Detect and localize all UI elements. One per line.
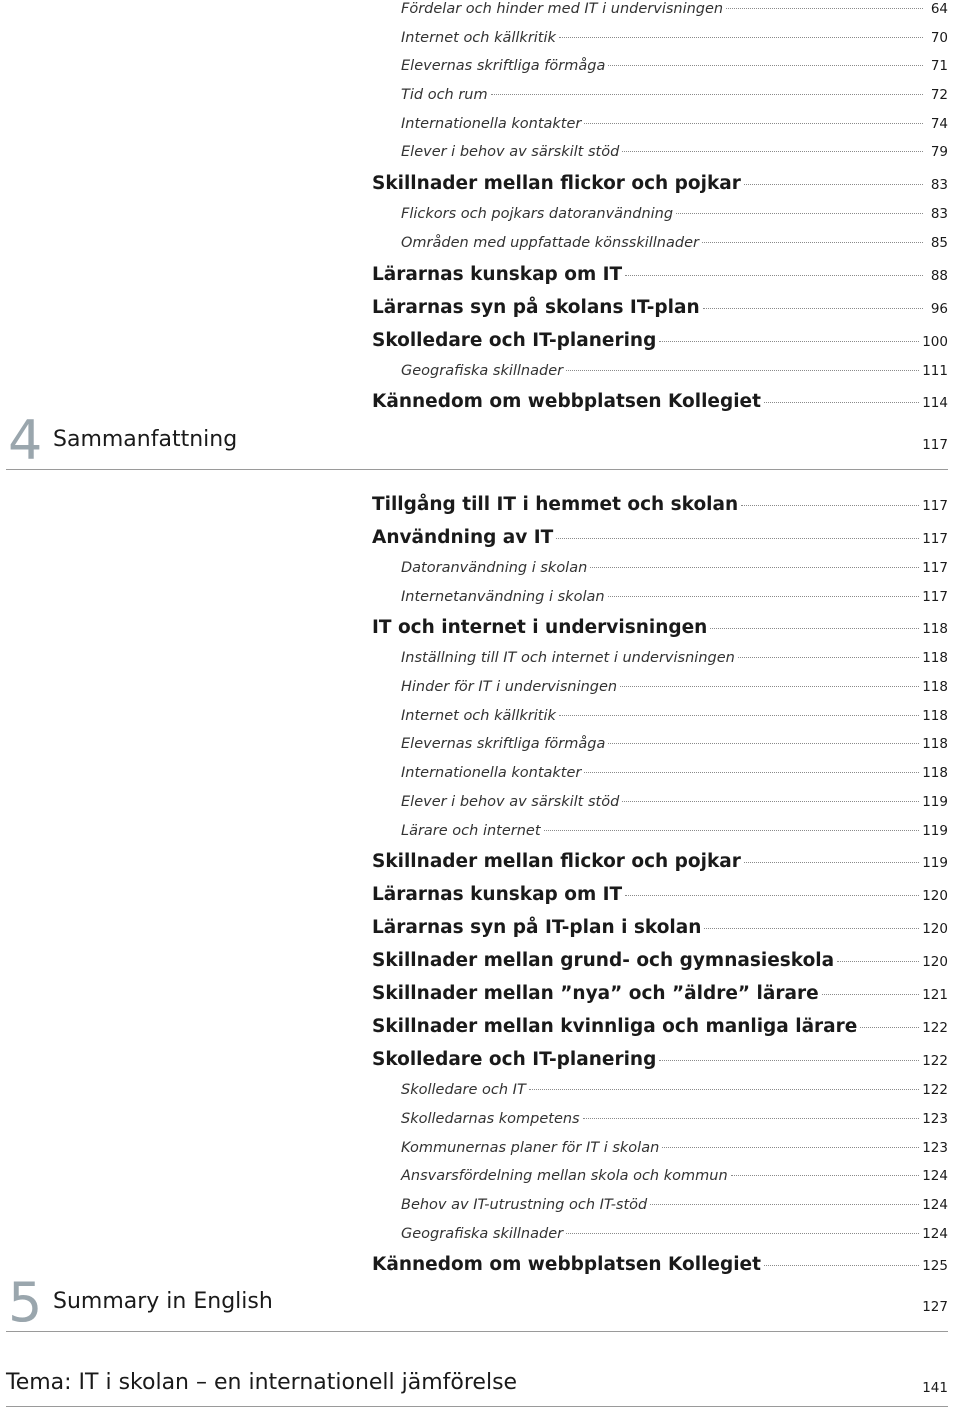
toc-entry-subsection[interactable] xyxy=(372,554,948,583)
toc-entry-title: Skillnader mellan flickor och pojkar xyxy=(372,173,741,195)
dot-leader xyxy=(608,743,919,744)
toc-entry-title: Skillnader mellan kvinnliga och manliga lärare xyxy=(372,1016,858,1038)
dot-leader xyxy=(625,275,923,276)
toc-entry-subsection[interactable] xyxy=(372,357,948,386)
toc-entry-section[interactable] xyxy=(372,291,948,324)
theme-title: Tema: IT i skolan – en internationell jämförelse xyxy=(6,1370,518,1395)
dot-leader xyxy=(625,895,919,896)
toc-entry-title: Flickors och pojkars datoranvändning xyxy=(401,206,674,223)
toc-entry-title: Inställning till IT och internet i undervisningen xyxy=(401,650,735,667)
toc-entry-title: Skolledare och IT-planering xyxy=(372,329,657,351)
dot-leader xyxy=(659,1060,919,1061)
toc-entry-section[interactable] xyxy=(372,611,948,644)
dot-leader xyxy=(710,628,919,629)
toc-entry-subsection[interactable] xyxy=(372,730,948,759)
toc-entry-title: Datoranvändning i skolan xyxy=(401,560,588,576)
toc-entry-page-number: 88 xyxy=(930,267,948,284)
toc-entry-section[interactable] xyxy=(372,521,948,554)
toc-entry-subsection[interactable] xyxy=(372,52,948,81)
toc-entry-title: Kommunernas planer för IT i skolan xyxy=(401,1139,660,1156)
toc-entry-page-number: 118 xyxy=(922,707,948,724)
toc-entry-subsection[interactable] xyxy=(372,702,948,731)
toc-entry-page-number: 74 xyxy=(930,115,948,132)
toc-entry-page-number: 70 xyxy=(930,29,948,46)
toc-entry-page-number: 117 xyxy=(922,560,948,576)
toc-entry-title: Användning av IT xyxy=(372,527,554,548)
dot-leader xyxy=(860,1027,919,1028)
dot-leader xyxy=(837,961,919,962)
toc-entry-page-number: 118 xyxy=(922,621,948,638)
toc-section-chapter-4 xyxy=(372,488,948,1281)
toc-entry-page-number: 119 xyxy=(922,822,948,839)
dot-leader xyxy=(744,862,919,863)
toc-entry-title: Geografiska skillnader xyxy=(401,362,564,379)
toc-entry-title: Elever i behov av särskilt stöd xyxy=(401,793,620,810)
toc-entry-page-number: 83 xyxy=(930,177,948,194)
toc-entry-title: Internationella kontakter xyxy=(401,765,582,782)
chapter-4-heading[interactable] xyxy=(6,409,948,472)
toc-entry-title: Skolledare och IT-planering xyxy=(372,1049,657,1071)
toc-entry-page-number: 96 xyxy=(930,300,948,317)
toc-entry-section[interactable] xyxy=(372,845,948,878)
toc-entry-subsection[interactable] xyxy=(372,0,948,24)
toc-entry-page-number: 124 xyxy=(922,1168,948,1185)
toc-entry-subsection[interactable] xyxy=(372,229,948,258)
dot-leader xyxy=(556,538,919,539)
dot-leader xyxy=(676,213,923,214)
toc-entry-section[interactable] xyxy=(372,1043,948,1076)
toc-entry-section[interactable] xyxy=(372,385,948,418)
dot-leader xyxy=(622,801,919,802)
toc-entry-title: Lärarnas kunskap om IT xyxy=(372,263,623,285)
toc-entry-page-number: 120 xyxy=(922,954,948,971)
toc-entry-page-number: 124 xyxy=(922,1196,948,1213)
dot-leader xyxy=(566,1233,919,1234)
toc-entry-page-number: 83 xyxy=(930,206,948,223)
toc-entry-subsection[interactable] xyxy=(372,644,948,673)
toc-entry-title: Lärarnas syn på IT-plan i skolan xyxy=(372,917,702,939)
toc-entry-page-number: 117 xyxy=(922,498,948,514)
chapter-page-number: 127 xyxy=(922,1299,948,1315)
toc-entry-page-number: 79 xyxy=(930,144,948,161)
toc-entry-page-number: 118 xyxy=(922,736,948,753)
dot-leader xyxy=(659,341,919,342)
toc-entry-subsection[interactable] xyxy=(372,1220,948,1249)
dot-leader xyxy=(702,242,923,243)
toc-entry-page-number: 71 xyxy=(930,58,948,75)
dot-leader xyxy=(744,184,923,185)
theme-page-number: 141 xyxy=(922,1380,948,1396)
toc-entry-page-number: 111 xyxy=(922,362,948,379)
toc-entry-title: Skolledarnas kompetens xyxy=(401,1110,580,1127)
theme-heading[interactable] xyxy=(6,1370,948,1407)
toc-entry-section[interactable] xyxy=(372,944,948,977)
toc-entry-title: Kännedom om webbplatsen Kollegiet xyxy=(372,1254,761,1276)
toc-entry-title: Områden med uppfattade könsskillnader xyxy=(401,234,699,251)
toc-entry-subsection[interactable] xyxy=(372,788,948,817)
toc-entry-title: Lärare och internet xyxy=(401,822,541,839)
dot-leader xyxy=(764,1265,919,1266)
dot-leader xyxy=(703,308,923,309)
toc-entry-page-number: 118 xyxy=(922,679,948,696)
toc-entry-section[interactable] xyxy=(372,878,948,911)
toc-entry-subsection[interactable] xyxy=(372,81,948,110)
dot-leader xyxy=(559,37,923,38)
toc-entry-subsection[interactable] xyxy=(372,1076,948,1105)
toc-entry-section[interactable] xyxy=(372,324,948,357)
toc-entry-page-number: 100 xyxy=(922,333,948,350)
toc-entry-section[interactable] xyxy=(372,911,948,944)
dot-leader xyxy=(608,65,923,66)
chapter-number: 5 xyxy=(8,1271,43,1334)
dot-leader xyxy=(822,994,920,995)
toc-entry-title: Skillnader mellan flickor och pojkar xyxy=(372,851,741,873)
toc-entry-page-number: 117 xyxy=(922,588,948,605)
toc-entry-page-number: 121 xyxy=(922,987,948,1004)
toc-entry-subsection[interactable] xyxy=(372,200,948,229)
toc-entry-page-number: 120 xyxy=(922,888,948,905)
toc-entry-subsection[interactable] xyxy=(372,1134,948,1163)
toc-entry-page-number: 120 xyxy=(922,921,948,938)
toc-entry-section[interactable] xyxy=(372,258,948,291)
toc-entry-section[interactable] xyxy=(372,167,948,200)
toc-entry-title: Geografiska skillnader xyxy=(401,1225,564,1242)
chapter-5-heading[interactable] xyxy=(6,1271,948,1334)
toc-entry-title: Fördelar och hinder med IT i undervisningen xyxy=(401,1,724,17)
toc-entry-section[interactable] xyxy=(372,488,948,521)
chapter-page-number: 117 xyxy=(922,437,948,453)
toc-entry-section[interactable] xyxy=(372,1010,948,1043)
toc-entry-page-number: 122 xyxy=(922,1053,948,1070)
toc-entry-subsection[interactable] xyxy=(372,110,948,139)
toc-entry-title: Internetanvändning i skolan xyxy=(401,588,605,605)
toc-entry-title: Ansvarsfördelning mellan skola och kommun xyxy=(401,1168,728,1185)
toc-entry-title: Elever i behov av särskilt stöd xyxy=(401,144,620,161)
dot-leader xyxy=(731,1175,920,1176)
dot-leader xyxy=(608,596,920,597)
toc-entry-page-number: 118 xyxy=(922,765,948,782)
toc-entry-page-number: 119 xyxy=(922,793,948,810)
dot-leader xyxy=(764,402,919,403)
chapter-number: 4 xyxy=(8,409,43,472)
toc-entry-title: Hinder för IT i undervisningen xyxy=(401,679,618,696)
toc-entry-title: Lärarnas syn på skolans IT-plan xyxy=(372,296,700,318)
toc-section-top xyxy=(372,0,948,418)
toc-entry-subsection[interactable] xyxy=(372,1105,948,1134)
toc-entry-page-number: 118 xyxy=(922,650,948,667)
dot-leader xyxy=(529,1089,919,1090)
dot-leader xyxy=(583,1118,920,1119)
dot-leader xyxy=(590,567,919,568)
toc-entry-page-number: 114 xyxy=(922,395,948,412)
toc-entry-page-number: 72 xyxy=(930,87,948,104)
dot-leader xyxy=(741,505,919,506)
dot-leader xyxy=(491,94,923,95)
dot-leader xyxy=(738,657,919,658)
chapter-title: Sammanfattning xyxy=(53,427,238,452)
toc-entry-page-number: 123 xyxy=(922,1139,948,1156)
dot-leader xyxy=(566,370,919,371)
toc-entry-title: Tillgång till IT i hemmet och skolan xyxy=(372,494,739,515)
toc-entry-title: Skillnader mellan ”nya” och ”äldre” lärare xyxy=(372,983,819,1005)
dot-leader xyxy=(704,928,919,929)
toc-entry-subsection[interactable] xyxy=(372,1162,948,1191)
toc-entry-subsection[interactable] xyxy=(372,1191,948,1220)
toc-entry-title: Internationella kontakter xyxy=(401,115,582,132)
toc-entry-page-number: 125 xyxy=(922,1258,948,1275)
toc-entry-title: Skillnader mellan grund- och gymnasieskola xyxy=(372,950,835,972)
toc-entry-subsection[interactable] xyxy=(372,673,948,702)
toc-entry-page-number: 119 xyxy=(922,855,948,872)
toc-entry-page-number: 85 xyxy=(930,234,948,251)
toc-entry-title: Kännedom om webbplatsen Kollegiet xyxy=(372,391,761,413)
toc-entry-subsection[interactable] xyxy=(372,24,948,53)
toc-entry-title: Internet och källkritik xyxy=(401,29,556,46)
toc-entry-page-number: 117 xyxy=(922,531,948,547)
dot-leader xyxy=(584,123,923,124)
toc-entry-title: Internet och källkritik xyxy=(401,707,556,724)
dot-leader xyxy=(662,1147,919,1148)
toc-entry-subsection[interactable] xyxy=(372,583,948,612)
toc-entry-title: IT och internet i undervisningen xyxy=(372,617,708,639)
toc-entry-subsection[interactable] xyxy=(372,759,948,788)
toc-entry-page-number: 122 xyxy=(922,1020,948,1037)
toc-entry-subsection[interactable] xyxy=(372,817,948,846)
dot-leader xyxy=(650,1204,919,1205)
toc-entry-title: Elevernas skriftliga förmåga xyxy=(401,736,606,753)
toc-entry-title: Behov av IT-utrustning och IT-stöd xyxy=(401,1196,648,1213)
toc-entry-section[interactable] xyxy=(372,977,948,1010)
dot-leader xyxy=(622,151,923,152)
toc-entry-title: Lärarnas kunskap om IT xyxy=(372,884,623,906)
dot-leader xyxy=(544,830,920,831)
toc-entry-page-number: 124 xyxy=(922,1225,948,1242)
dot-leader xyxy=(559,715,919,716)
toc-entry-page-number: 122 xyxy=(922,1082,948,1099)
toc-entry-title: Elevernas skriftliga förmåga xyxy=(401,58,606,75)
dot-leader xyxy=(584,772,919,773)
toc-entry-page-number: 123 xyxy=(922,1110,948,1127)
chapter-title: Summary in English xyxy=(53,1289,273,1314)
toc-entry-section[interactable] xyxy=(372,1248,948,1281)
toc-entry-title: Skolledare och IT xyxy=(401,1082,526,1099)
dot-leader xyxy=(726,8,923,9)
dot-leader xyxy=(620,686,919,687)
toc-entry-page-number: 64 xyxy=(930,1,948,17)
toc-entry-title: Tid och rum xyxy=(401,87,488,104)
toc-entry-subsection[interactable] xyxy=(372,138,948,167)
